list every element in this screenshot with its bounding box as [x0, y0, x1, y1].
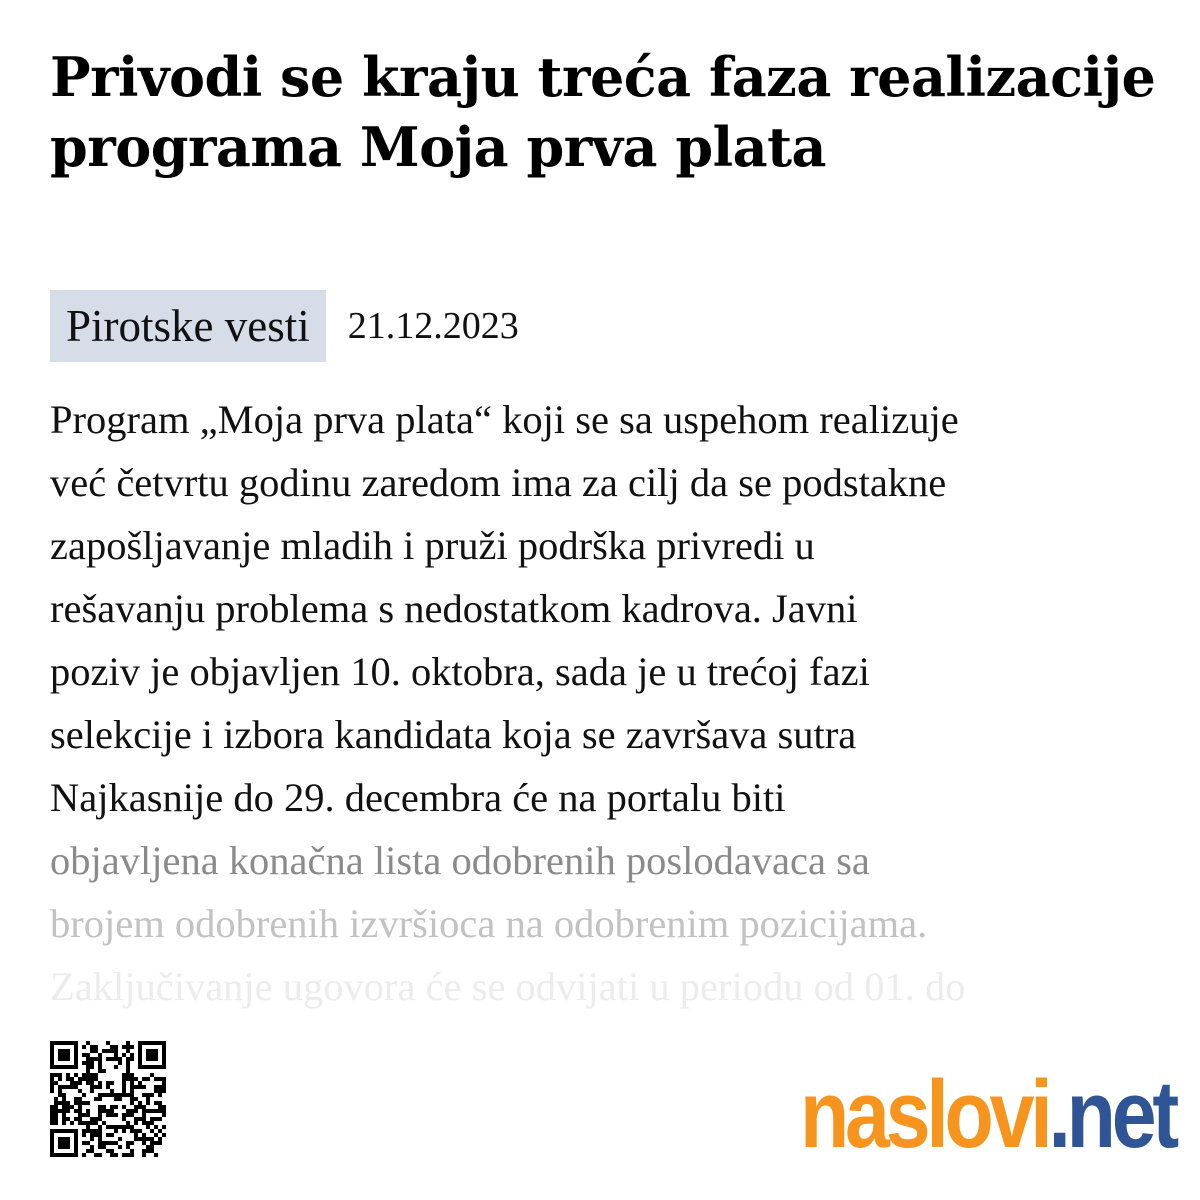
logo-text-blue: .net: [1048, 1061, 1176, 1168]
excerpt-line: Najkasnije do 29. decembra će na portalu biti: [50, 775, 786, 820]
excerpt-line-faded: brojem odobrenih izvršioca na odobrenim pozicijama.: [50, 901, 928, 946]
publish-date: 21.12.2023: [347, 305, 519, 347]
article-headline[interactable]: Privodi se kraju treća faza realizacije programa Moja prva plata: [50, 45, 1156, 179]
excerpt-line: Program „Moja prva plata“ koji se sa uspehom realizuje: [50, 397, 959, 442]
excerpt-line: rešavanju problema s nedostatkom kadrova. Javni: [50, 586, 858, 631]
article-meta: [50, 290, 519, 362]
source-badge[interactable]: Pirotske vesti: [50, 290, 326, 362]
logo-text-orange: naslovi: [800, 1061, 1049, 1168]
excerpt-line: zapošljavanje mladih i pruži podrška privredi u: [50, 523, 815, 568]
qr-code-icon[interactable]: [50, 1040, 166, 1158]
excerpt-line: već četvrtu godinu zaredom ima za cilj da se podstakne: [50, 460, 947, 505]
excerpt-line-faded: objavljena konačna lista odobrenih poslodavaca sa: [50, 838, 870, 883]
naslovi-logo[interactable]: [800, 1060, 1175, 1170]
article-excerpt: [50, 388, 1160, 1018]
excerpt-line-faded: Zaključivanje ugovora će se odvijati u periodu od 01. do: [50, 964, 966, 1009]
excerpt-line: selekcije i izbora kandidata koja se završava sutra: [50, 712, 857, 757]
excerpt-line: poziv je objavljen 10. oktobra, sada je u trećoj fazi: [50, 649, 870, 694]
